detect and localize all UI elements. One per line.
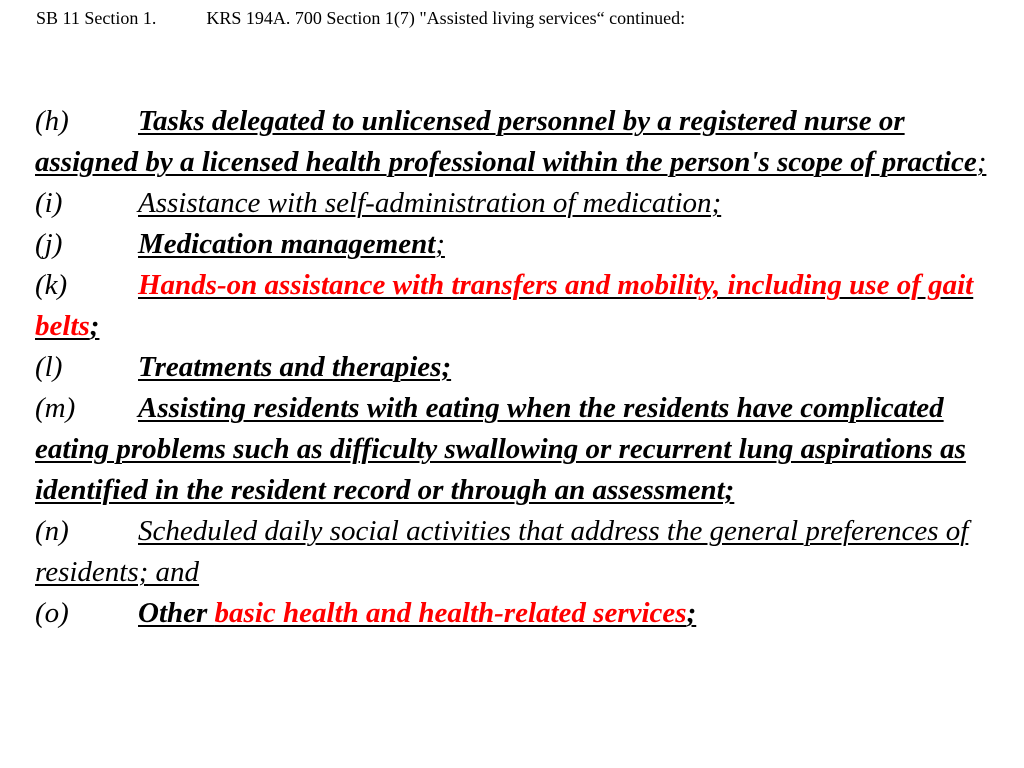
item-i-text: Assistance with self-administration of medication;	[138, 187, 722, 219]
item-o-punct: ;	[686, 597, 697, 629]
item-j-punct: ;	[435, 228, 445, 260]
item-l-label: (l)	[35, 351, 63, 383]
slide-header	[36, 6, 685, 30]
header-bill-reference: SB 11 Section 1.	[36, 8, 157, 28]
item-o-text-red: basic health and health-related services	[214, 597, 687, 629]
item-o-label: (o)	[35, 597, 69, 629]
item-h-text: Tasks delegated to unlicensed personnel by a registered nurse or assigned by a licensed health professional within the person's scope of practice	[35, 105, 977, 178]
item-i	[35, 183, 995, 224]
item-k-text: Hands-on assistance with transfers and mobility, including use of gait belts	[35, 269, 974, 342]
item-h-label: (h)	[35, 105, 69, 137]
item-m-text: Assisting residents with eating when the residents have complicated eating problems such as difficulty swallowing or recurrent lung aspirations as identified in the resident record or through an assessment;	[35, 392, 966, 506]
item-k-punct: ;	[89, 310, 100, 342]
item-m	[35, 388, 995, 511]
item-j	[35, 224, 995, 265]
item-k-label: (k)	[35, 269, 68, 301]
item-j-label: (j)	[35, 228, 63, 260]
item-l-text: Treatments and therapies;	[138, 351, 452, 383]
item-h	[35, 101, 995, 183]
item-o-text-black: Other	[138, 597, 215, 629]
item-j-text: Medication management	[138, 228, 436, 260]
item-n-label: (n)	[35, 515, 69, 547]
item-m-label: (m)	[35, 392, 76, 424]
item-l	[35, 347, 995, 388]
item-n	[35, 511, 995, 593]
item-h-punct: ;	[976, 146, 987, 178]
item-k	[35, 265, 995, 347]
statute-text-body	[35, 101, 995, 634]
header-statute-reference: KRS 194A. 700 Section 1(7) "Assisted living services“ continued:	[206, 8, 686, 28]
item-n-text: Scheduled daily social activities that address the general preferences of residents; and	[35, 515, 969, 588]
item-o	[35, 593, 995, 634]
item-i-label: (i)	[35, 187, 63, 219]
